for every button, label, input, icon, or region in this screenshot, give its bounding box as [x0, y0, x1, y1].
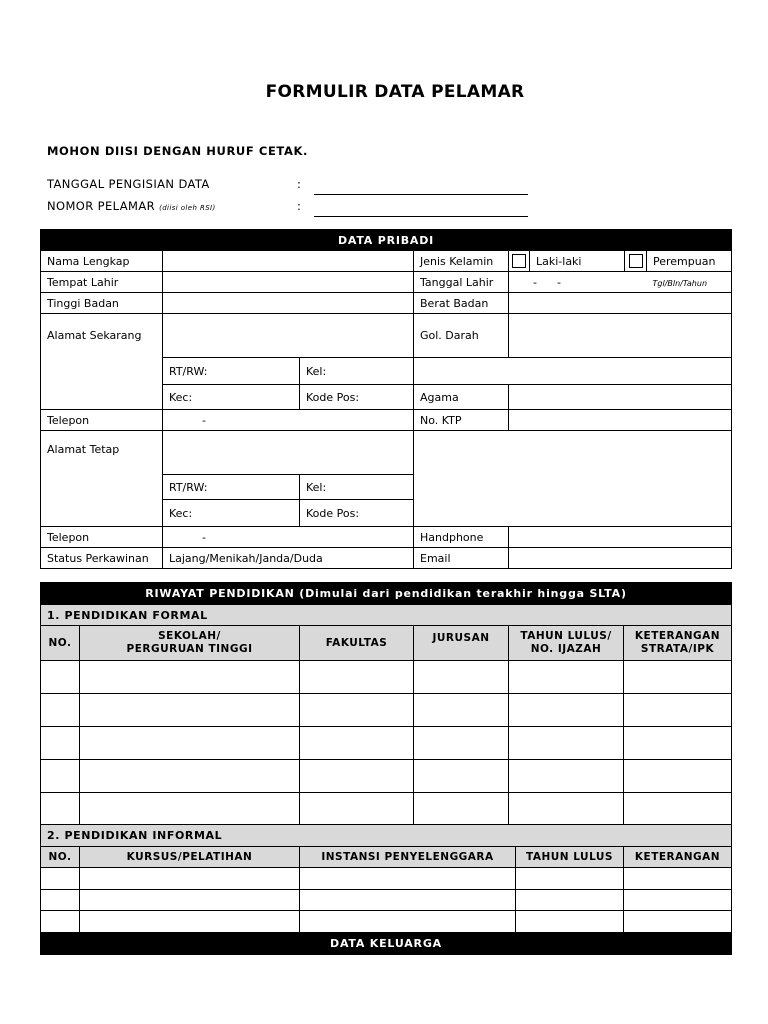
page-title: FORMULIR DATA PELAMAR: [265, 82, 525, 102]
female-checkbox-box[interactable]: [629, 254, 643, 268]
applicant-no-field[interactable]: [314, 216, 528, 217]
male-checkbox-box[interactable]: [512, 254, 526, 268]
ktp-label: No. KTP: [414, 410, 509, 431]
informal-cell[interactable]: [624, 890, 732, 911]
permanent-kec-label[interactable]: Kec:: [163, 500, 300, 527]
female-label: Perempuan: [647, 251, 732, 272]
informal-cell[interactable]: [300, 890, 516, 911]
current-address-field[interactable]: [163, 314, 414, 358]
formal-col-no: NO.: [41, 626, 80, 661]
permanent-kel-label[interactable]: Kel:: [300, 475, 414, 500]
current-rtrw-label[interactable]: RT/RW:: [163, 358, 300, 385]
permanent-address-spacer: [41, 475, 163, 500]
applicant-no-label: NOMOR PELAMAR (diisi oleh RSI): [47, 199, 216, 213]
handphone-field[interactable]: [509, 527, 732, 548]
formal-cell[interactable]: [624, 727, 732, 760]
informal-cell[interactable]: [516, 890, 624, 911]
formal-cell[interactable]: [509, 694, 624, 727]
height-label: Tinggi Badan: [41, 293, 163, 314]
full-name-field[interactable]: [163, 251, 414, 272]
formal-cell[interactable]: [414, 793, 509, 826]
gender-label: Jenis Kelamin: [414, 251, 509, 272]
phone2-field[interactable]: -: [163, 527, 414, 548]
current-address-spacer: [41, 358, 163, 385]
height-field[interactable]: [163, 293, 414, 314]
phone-field[interactable]: -: [163, 410, 414, 431]
religion-label: Agama: [414, 385, 509, 410]
table-row: [41, 760, 732, 793]
formal-cell[interactable]: [414, 661, 509, 694]
formal-cell[interactable]: [300, 760, 414, 793]
birth-date-field[interactable]: - -: [509, 272, 647, 293]
informal-cell[interactable]: [624, 868, 732, 890]
informal-col-no: NO.: [41, 847, 80, 868]
current-address-side-field[interactable]: [414, 358, 732, 385]
permanent-postal-label[interactable]: Kode Pos:: [300, 500, 414, 527]
formal-cell[interactable]: [509, 793, 624, 826]
informal-col-institution: INSTANSI PENYELENGGARA: [300, 847, 516, 868]
informal-education-table: [40, 824, 732, 955]
table-row: [41, 727, 732, 760]
formal-col-notes: KETERANGAN STRATA/IPK: [624, 626, 732, 661]
male-checkbox[interactable]: [509, 251, 530, 272]
personal-data-table: [40, 229, 732, 569]
informal-education-title: 2. PENDIDIKAN INFORMAL: [41, 825, 732, 847]
formal-cell[interactable]: [300, 793, 414, 826]
fill-date-field[interactable]: [314, 194, 528, 195]
current-address-label: Alamat Sekarang: [41, 314, 163, 358]
formal-cell[interactable]: [41, 793, 80, 826]
female-checkbox[interactable]: [625, 251, 647, 272]
phone-label: Telepon: [41, 410, 163, 431]
informal-col-course: KURSUS/PELATIHAN: [80, 847, 300, 868]
permanent-address-spacer: [41, 500, 163, 527]
formal-cell[interactable]: [509, 760, 624, 793]
formal-cell[interactable]: [414, 727, 509, 760]
informal-cell[interactable]: [41, 890, 80, 911]
full-name-label: Nama Lengkap: [41, 251, 163, 272]
informal-cell[interactable]: [80, 890, 300, 911]
male-label: Laki-laki: [530, 251, 625, 272]
formal-cell[interactable]: [300, 727, 414, 760]
table-row: [41, 694, 732, 727]
formal-cell[interactable]: [41, 760, 80, 793]
informal-cell[interactable]: [516, 868, 624, 890]
instruction-text: MOHON DIISI DENGAN HURUF CETAK.: [47, 144, 308, 158]
email-field[interactable]: [509, 548, 732, 569]
permanent-address-field[interactable]: [163, 431, 414, 475]
formal-cell[interactable]: [41, 694, 80, 727]
formal-cell[interactable]: [624, 760, 732, 793]
marital-label: Status Perkawinan: [41, 548, 163, 569]
fill-date-label: TANGGAL PENGISIAN DATA: [47, 177, 210, 191]
applicant-no-note: (diisi oleh RSI): [159, 204, 216, 212]
informal-cell[interactable]: [624, 911, 732, 933]
formal-cell[interactable]: [414, 760, 509, 793]
current-address-spacer: [41, 385, 163, 410]
weight-label: Berat Badan: [414, 293, 509, 314]
permanent-rtrw-label[interactable]: RT/RW:: [163, 475, 300, 500]
table-row: [41, 911, 732, 933]
current-postal-label[interactable]: Kode Pos:: [300, 385, 414, 410]
formal-cell[interactable]: [624, 661, 732, 694]
birth-place-label: Tempat Lahir: [41, 272, 163, 293]
religion-field[interactable]: [509, 385, 732, 410]
table-row: [41, 868, 732, 890]
formal-cell[interactable]: [80, 661, 300, 694]
formal-cell[interactable]: [509, 727, 624, 760]
applicant-no-colon: :: [297, 199, 301, 213]
education-header: RIWAYAT PENDIDIKAN (Dimulai dari pendidikan terakhir hingga SLTA): [41, 583, 732, 605]
table-row: [41, 890, 732, 911]
birth-date-label: Tanggal Lahir: [414, 272, 509, 293]
weight-field[interactable]: [509, 293, 732, 314]
formal-cell[interactable]: [80, 727, 300, 760]
education-table: [40, 582, 732, 826]
blood-type-field[interactable]: [509, 314, 732, 358]
informal-cell[interactable]: [300, 868, 516, 890]
permanent-address-label: Alamat Tetap: [41, 431, 163, 475]
formal-cell[interactable]: [300, 661, 414, 694]
personal-data-header: DATA PRIBADI: [41, 230, 732, 251]
ktp-field[interactable]: [509, 410, 732, 431]
formal-education-title: 1. PENDIDIKAN FORMAL: [41, 605, 732, 626]
informal-cell[interactable]: [80, 911, 300, 933]
informal-cell[interactable]: [516, 911, 624, 933]
formal-cell[interactable]: [41, 661, 80, 694]
informal-cell[interactable]: [80, 868, 300, 890]
formal-cell[interactable]: [414, 694, 509, 727]
formal-cell[interactable]: [80, 694, 300, 727]
formal-col-major: JURUSAN: [414, 626, 509, 661]
current-kec-label[interactable]: Kec:: [163, 385, 300, 410]
formal-cell[interactable]: [80, 760, 300, 793]
birth-place-field[interactable]: [163, 272, 414, 293]
blood-type-label: Gol. Darah: [414, 314, 509, 358]
date-format-hint: Tgl/Bln/Tahun: [647, 272, 732, 293]
email-label: Email: [414, 548, 509, 569]
current-kel-label[interactable]: Kel:: [300, 358, 414, 385]
informal-cell[interactable]: [300, 911, 516, 933]
formal-cell[interactable]: [509, 661, 624, 694]
formal-cell[interactable]: [80, 793, 300, 826]
phone2-label: Telepon: [41, 527, 163, 548]
formal-cell[interactable]: [41, 727, 80, 760]
informal-cell[interactable]: [41, 868, 80, 890]
formal-col-graduation: TAHUN LULUS/ NO. IJAZAH: [509, 626, 624, 661]
formal-cell[interactable]: [624, 694, 732, 727]
photo-area: [414, 431, 732, 527]
informal-col-notes: KETERANGAN: [624, 847, 732, 868]
family-data-header: DATA KELUARGA: [41, 933, 732, 955]
informal-col-graduation: TAHUN LULUS: [516, 847, 624, 868]
formal-col-school: SEKOLAH/ PERGURUAN TINGGI: [80, 626, 300, 661]
table-row: [41, 793, 732, 826]
formal-col-faculty: FAKULTAS: [300, 626, 414, 661]
handphone-label: Handphone: [414, 527, 509, 548]
informal-cell[interactable]: [41, 911, 80, 933]
formal-cell[interactable]: [300, 694, 414, 727]
marital-field[interactable]: Lajang/Menikah/Janda/Duda: [163, 548, 414, 569]
formal-cell[interactable]: [624, 793, 732, 826]
fill-date-colon: :: [297, 177, 301, 191]
table-row: [41, 661, 732, 694]
